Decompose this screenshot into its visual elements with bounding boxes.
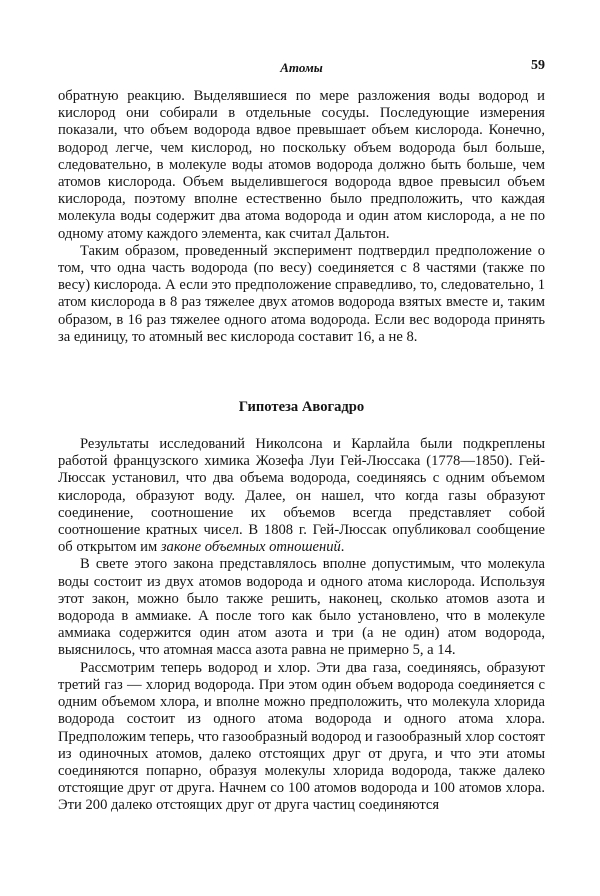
paragraph-continued: обратную реакцию. Выделявшиеся по мере разложения воды водород и кислород они собирали в отдельные сосуды. Последующие измерения показали, что объем водорода вдвое превышает объем кислорода. Конечно, водород легче, чем кислород, но поскольку объем водорода был больше, следовательно, в молекуле воды атомов водорода должно быть больше, чем атомов кислорода. Объем выделившегося водорода вдвое превысил объем кислорода, поэтому вполне естественно было предположить, что каждая молекула воды содержит два атома водорода и один атом кислорода, а не по одному атому каждого элемента, как считал Дальтон. — [58, 88, 545, 242]
page-number: 59 — [531, 58, 545, 73]
law-name-emphasis: законе объемных отношений — [160, 539, 341, 556]
paragraph-gay-lussac-text: Результаты исследований Николсона и Карлайла были подкреплены работой французского химика Жозефа Луи Гей-Люссака (1778—1850). Гей-Люссак установил, что два объема водорода, соединяясь с одним объемом кислорода, образуют воду. Далее, он нашел, что когда газы образуют соединение, соотношение их объемов всегда представляет собой соотношение кратных чисел. В 1808 г. Гей-Люссак опубликовал сообщение об открытом им — [58, 436, 545, 556]
page-header — [58, 52, 545, 76]
section-title: Гипотеза Авогадро — [238, 399, 365, 416]
paragraph-gay-lussac-end: . — [340, 539, 345, 556]
running-head: Атомы — [280, 60, 323, 75]
paragraph-ammonia: В свете этого закона представлялось вполне допустимым, что молекула воды состоит из двух атомов водорода и одного атома кислорода. Используя этот закон, можно было также решить, наконец, сколько атомов азота и водорода в аммиаке. А после того как было установлено, что в молекуле аммиака содержится один атом азота и три (а не один) атом водорода, выяснилось, что атомная масса азота равна не примерно 5, а 14. — [58, 556, 545, 659]
book-page — [58, 52, 545, 815]
paragraph-gay-lussac — [58, 436, 545, 556]
paragraph-chlorine: Рассмотрим теперь водород и хлор. Эти два газа, соединяясь, образуют третий газ — хлорид водорода. При этом один объем водорода соединяется с одним объемом хлора, и вполне можно предположить, что молекула хлорида водорода состоит из одного атома водорода и одного атома хлора. Предположим теперь, что газообразный водород и газообразный хлор состоят из одиночных атомов, далеко отстоящих друг от друга, и что эти атомы соединяются попарно, образуя молекулы хлорида водорода, также далеко отстоящие друг от друга. Начнем со 100 атомов водорода и 100 атомов хлора. Эти 200 далеко отстоящих друг от друга частиц соединяются — [58, 659, 545, 814]
paragraph-conclusion: Таким образом, проведенный эксперимент подтвердил предположение о том, что одна часть водорода (по весу) соединяется с 8 частями (также по весу) кислорода. А если это предположение справедливо, то, следовательно, 1 атом кислорода в 8 раз тяжелее двух атомов водорода взятых вместе и, таким образом, в 16 раз тяжелее одного атома водорода. Если вес водорода принять за единицу, то атомный вес кислорода составит 16, а не 8. — [58, 242, 545, 345]
